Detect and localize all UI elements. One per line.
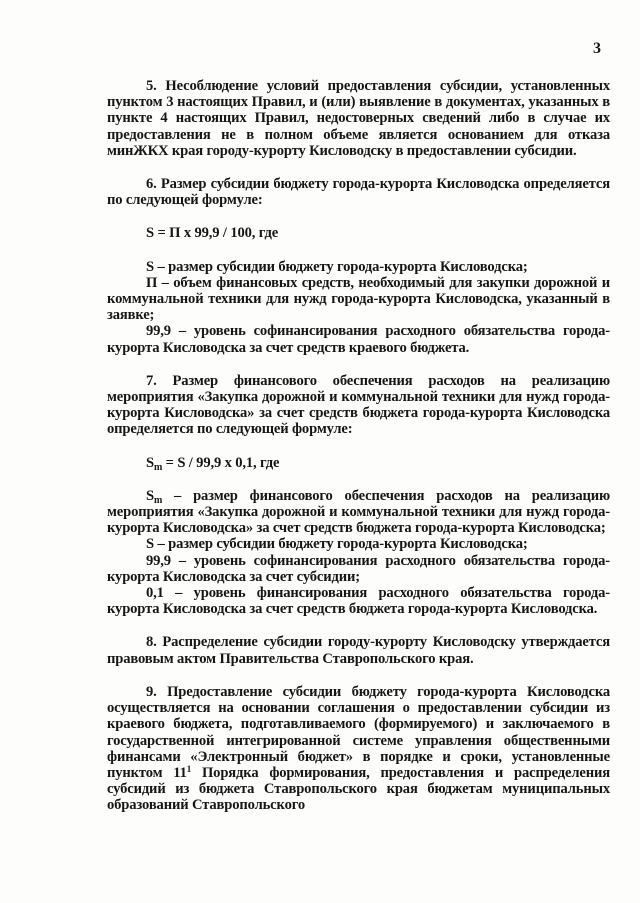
paragraph-8: 8. Распределение субсидии городу-курорту Кисловодску утверждается правовым актом Правительства Ставропольского края.: [107, 634, 610, 667]
paragraph-7: 7. Размер финансового обеспечения расходов на реализацию мероприятия «Закупка дорожной и коммунальной техники для нужд города-курорта Кисловодска» за счет средств бюджета города-курорта Кисловодска определяется по следующей формуле:: [107, 372, 610, 438]
paragraph-9-text: 9. Предоставление субсидии бюджету города-курорта Кисловодска осуществляется на основании соглашения о предоставлении субсидии из краевого бюджета, подготавливаемого (формируемого) и заключаемого в государственной интегрированной системе управления общественными финансами «Электронный бюджет» в порядке и сроки, установленные пунктом 11: [107, 683, 610, 781]
definition-p: П – объем финансовых средств, необходимый для закупки дорожной и коммунальной техники для нужд города-курорта Кисловодска, указанный в заявке;: [107, 274, 610, 324]
definition-s: S – размер субсидии бюджету города-курорта Кисловодска;: [146, 258, 528, 275]
formula-sm-subscript: m: [153, 461, 163, 473]
formula-sm-rhs: = S / 99,9 х 0,1, где: [162, 454, 280, 471]
definition-sm-symbol: S: [146, 487, 154, 504]
definition-sm-subscript: m: [153, 494, 163, 506]
paragraph-5: 5. Несоблюдение условий предоставления субсидии, установленных пунктом 3 настоящих Правил, и (или) выявление в документах, указанных в пункте 4 настоящих Правил, недостоверных сведений либо в случае их предоставления не в полном объеме является основанием для отказа минЖКХ края городу-курорту Кисловодску в предоставлении субсидии.: [107, 78, 610, 159]
formula-subsidy: S = П х 99,9 / 100, где: [146, 225, 279, 242]
paragraph-9: [107, 684, 610, 814]
paragraph-9-text-cont: Порядка формирования, предоставления и распределения субсидий из бюджета Ставропольского края бюджетам муниципальных образований Ставропольского: [107, 764, 610, 814]
definition-sm: [107, 488, 610, 537]
formula-financing: [107, 455, 610, 471]
paragraph-9-superscript: 1: [186, 763, 192, 774]
definition-sm-text: – размер финансового обеспечения расходов на реализацию мероприятия «Закупка дорожной и коммунальной техники для нужд города-курорта Кисловодска» за счет средств бюджета города-курорта Кисловодска;: [107, 487, 610, 537]
definition-99-9-regional: 99,9 – уровень софинансирования расходного обязательства города-курорта Кисловодска за счет средств краевого бюджета.: [107, 323, 610, 356]
definition-99-9-subsidy: 99,9 – уровень софинансирования расходного обязательства города-курорта Кисловодска за счет субсидии;: [107, 552, 610, 585]
paragraph-6: 6. Размер субсидии бюджету города-курорта Кисловодска определяется по следующей формуле:: [107, 176, 610, 209]
definition-s-repeat: S – размер субсидии бюджету города-курорта Кисловодска;: [146, 536, 528, 553]
page-number: 3: [593, 40, 601, 57]
document-body: [107, 78, 610, 814]
definition-0-1: 0,1 – уровень финансирования расходного обязательства города-курорта Кисловодска за счет средств бюджета города-курорта Кисловодска.: [107, 585, 610, 618]
formula-sm-symbol: S: [146, 454, 154, 471]
